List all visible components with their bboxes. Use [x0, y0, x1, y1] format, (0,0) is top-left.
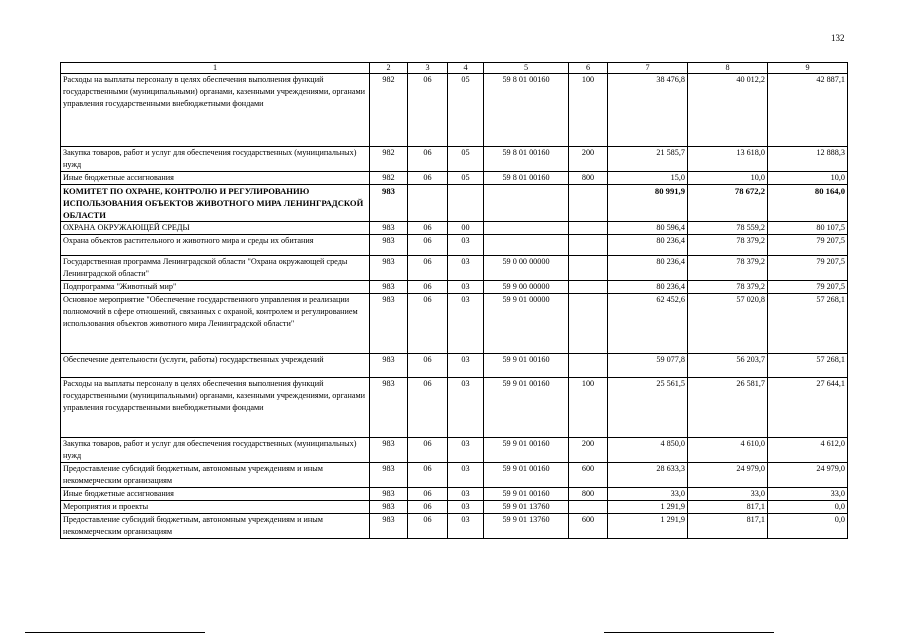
- row-amount-year3: 57 268,1: [768, 354, 848, 378]
- row-admin-code: 983: [370, 438, 408, 463]
- row-amount-year2: 24 979,0: [688, 463, 768, 488]
- row-subsection-code: 03: [448, 256, 484, 281]
- table-row: [61, 281, 848, 294]
- row-amount-year1: 80 236,4: [608, 256, 688, 281]
- column-header: 2: [370, 63, 408, 74]
- row-admin-code: 983: [370, 501, 408, 514]
- row-admin-code: 982: [370, 172, 408, 185]
- row-description: Предоставление субсидий бюджетным, автономным учреждениям и иным некоммерческим организациям: [61, 514, 370, 539]
- row-subsection-code: [448, 185, 484, 222]
- row-amount-year1: 80 991,9: [608, 185, 688, 222]
- row-subsection-code: 03: [448, 235, 484, 256]
- row-expense-type: 100: [569, 74, 608, 147]
- table-row: [61, 222, 848, 235]
- row-description: Закупка товаров, работ и услуг для обеспечения государственных (муниципальных) нужд: [61, 147, 370, 172]
- row-target-article: 59 9 01 00160: [484, 463, 569, 488]
- column-header: 6: [569, 63, 608, 74]
- row-description: Обеспечение деятельности (услуги, работы) государственных учреждений: [61, 354, 370, 378]
- row-section-code: 06: [408, 74, 448, 147]
- row-expense-type: 600: [569, 514, 608, 539]
- row-admin-code: 983: [370, 488, 408, 501]
- row-amount-year2: 817,1: [688, 501, 768, 514]
- row-expense-type: [569, 256, 608, 281]
- table-row: [61, 172, 848, 185]
- row-expense-type: 200: [569, 438, 608, 463]
- row-section-code: 06: [408, 501, 448, 514]
- row-subsection-code: 03: [448, 438, 484, 463]
- row-description: Иные бюджетные ассигнования: [61, 488, 370, 501]
- row-description: Расходы на выплаты персоналу в целях обеспечения выполнения функций государственными (муниципальными) органами, казенными учреждениями, органами управления государственными внебюджетными фондами: [61, 378, 370, 438]
- row-admin-code: 983: [370, 185, 408, 222]
- row-target-article: 59 9 01 13760: [484, 501, 569, 514]
- table-row: [61, 514, 848, 539]
- row-admin-code: 983: [370, 378, 408, 438]
- row-section-code: 06: [408, 514, 448, 539]
- footer-rule-left: [25, 632, 205, 633]
- row-amount-year1: 33,0: [608, 488, 688, 501]
- row-amount-year2: 33,0: [688, 488, 768, 501]
- row-amount-year3: 79 207,5: [768, 256, 848, 281]
- row-amount-year1: 28 633,3: [608, 463, 688, 488]
- row-amount-year1: 1 291,9: [608, 514, 688, 539]
- table-row: [61, 235, 848, 256]
- row-description: Государственная программа Ленинградской области "Охрана окружающей среды Ленинградской области": [61, 256, 370, 281]
- column-header: 7: [608, 63, 688, 74]
- row-description: Охрана объектов растительного и животного мира и среды их обитания: [61, 235, 370, 256]
- row-amount-year3: 79 207,5: [768, 235, 848, 256]
- row-subsection-code: 03: [448, 463, 484, 488]
- row-admin-code: 983: [370, 463, 408, 488]
- row-description: Предоставление субсидий бюджетным, автономным учреждениям и иным некоммерческим организациям: [61, 463, 370, 488]
- row-amount-year2: 13 618,0: [688, 147, 768, 172]
- row-target-article: 59 9 01 13760: [484, 514, 569, 539]
- row-admin-code: 983: [370, 256, 408, 281]
- page-number: 132: [831, 33, 845, 43]
- row-target-article: 59 8 01 00160: [484, 172, 569, 185]
- table-row: [61, 256, 848, 281]
- row-description: Закупка товаров, работ и услуг для обеспечения государственных (муниципальных) нужд: [61, 438, 370, 463]
- row-subsection-code: 05: [448, 74, 484, 147]
- row-amount-year3: 27 644,1: [768, 378, 848, 438]
- row-amount-year1: 38 476,8: [608, 74, 688, 147]
- row-subsection-code: 03: [448, 501, 484, 514]
- row-amount-year2: 78 379,2: [688, 281, 768, 294]
- row-section-code: 06: [408, 172, 448, 185]
- table-row: [61, 438, 848, 463]
- table-row: [61, 74, 848, 147]
- row-amount-year3: 33,0: [768, 488, 848, 501]
- row-admin-code: 982: [370, 74, 408, 147]
- row-expense-type: [569, 501, 608, 514]
- row-amount-year1: 21 585,7: [608, 147, 688, 172]
- row-expense-type: 200: [569, 147, 608, 172]
- row-amount-year2: 78 559,2: [688, 222, 768, 235]
- row-target-article: 59 8 01 00160: [484, 147, 569, 172]
- row-amount-year1: 15,0: [608, 172, 688, 185]
- row-amount-year3: 12 888,3: [768, 147, 848, 172]
- row-admin-code: 983: [370, 235, 408, 256]
- column-header: 8: [688, 63, 768, 74]
- column-header: 9: [768, 63, 848, 74]
- row-amount-year3: 42 887,1: [768, 74, 848, 147]
- row-subsection-code: 03: [448, 294, 484, 354]
- row-target-article: 59 9 01 00160: [484, 488, 569, 501]
- table-row: [61, 488, 848, 501]
- row-admin-code: 983: [370, 294, 408, 354]
- row-expense-type: [569, 281, 608, 294]
- table-row: [61, 294, 848, 354]
- row-subsection-code: 03: [448, 354, 484, 378]
- row-admin-code: 983: [370, 222, 408, 235]
- row-admin-code: 983: [370, 281, 408, 294]
- row-amount-year3: 80 164,0: [768, 185, 848, 222]
- row-target-article: 59 0 00 00000: [484, 256, 569, 281]
- row-subsection-code: 03: [448, 488, 484, 501]
- row-description: ОХРАНА ОКРУЖАЮЩЕЙ СРЕДЫ: [61, 222, 370, 235]
- row-amount-year3: 57 268,1: [768, 294, 848, 354]
- row-section-code: 06: [408, 438, 448, 463]
- row-expense-type: 800: [569, 488, 608, 501]
- row-expense-type: [569, 222, 608, 235]
- row-section-code: 06: [408, 147, 448, 172]
- row-description: Подпрограмма "Животный мир": [61, 281, 370, 294]
- row-amount-year2: 57 020,8: [688, 294, 768, 354]
- row-amount-year1: 1 291,9: [608, 501, 688, 514]
- row-amount-year2: 40 012,2: [688, 74, 768, 147]
- row-amount-year2: 4 610,0: [688, 438, 768, 463]
- table-row: [61, 463, 848, 488]
- row-amount-year1: 80 596,4: [608, 222, 688, 235]
- row-amount-year3: 0,0: [768, 514, 848, 539]
- row-section-code: 06: [408, 488, 448, 501]
- row-amount-year2: 78 379,2: [688, 256, 768, 281]
- row-target-article: [484, 235, 569, 256]
- row-amount-year1: 4 850,0: [608, 438, 688, 463]
- row-section-code: 06: [408, 256, 448, 281]
- row-description: Основное мероприятие "Обеспечение государственного управления и реализации полномочий в сфере отношений, связанных с охраной, контролем и регулированием использования объектов животного мира Ленинградской области": [61, 294, 370, 354]
- row-target-article: 59 9 01 00160: [484, 378, 569, 438]
- row-expense-type: 100: [569, 378, 608, 438]
- row-description: Расходы на выплаты персоналу в целях обеспечения выполнения функций государственными (муниципальными) органами, казенными учреждениями, органами управления государственными внебюджетными фондами: [61, 74, 370, 147]
- footer-rule-right: [604, 632, 774, 633]
- row-section-code: 06: [408, 294, 448, 354]
- column-header: 4: [448, 63, 484, 74]
- row-amount-year3: 79 207,5: [768, 281, 848, 294]
- row-section-code: 06: [408, 281, 448, 294]
- row-amount-year3: 0,0: [768, 501, 848, 514]
- row-admin-code: 983: [370, 514, 408, 539]
- row-amount-year2: 26 581,7: [688, 378, 768, 438]
- row-section-code: 06: [408, 354, 448, 378]
- row-target-article: [484, 185, 569, 222]
- column-number-row: [61, 63, 848, 74]
- row-expense-type: [569, 235, 608, 256]
- row-target-article: 59 9 01 00000: [484, 294, 569, 354]
- row-expense-type: 800: [569, 172, 608, 185]
- row-target-article: 59 8 01 00160: [484, 74, 569, 147]
- table-row: [61, 501, 848, 514]
- column-header: 5: [484, 63, 569, 74]
- table-row: [61, 147, 848, 172]
- row-subsection-code: 05: [448, 172, 484, 185]
- table-row: [61, 378, 848, 438]
- row-target-article: 59 9 01 00160: [484, 438, 569, 463]
- row-expense-type: [569, 185, 608, 222]
- column-header: 1: [61, 63, 370, 74]
- row-amount-year2: 78 379,2: [688, 235, 768, 256]
- row-description: КОМИТЕТ ПО ОХРАНЕ, КОНТРОЛЮ И РЕГУЛИРОВАНИЮ ИСПОЛЬЗОВАНИЯ ОБЪЕКТОВ ЖИВОТНОГО МИРА ЛЕНИНГРАДСКОЙ ОБЛАСТИ: [61, 185, 370, 222]
- row-amount-year3: 24 979,0: [768, 463, 848, 488]
- row-subsection-code: 05: [448, 147, 484, 172]
- row-amount-year1: 62 452,6: [608, 294, 688, 354]
- row-section-code: 06: [408, 235, 448, 256]
- table-row: [61, 354, 848, 378]
- row-amount-year2: 78 672,2: [688, 185, 768, 222]
- row-target-article: 59 9 01 00160: [484, 354, 569, 378]
- row-admin-code: 983: [370, 354, 408, 378]
- row-amount-year2: 817,1: [688, 514, 768, 539]
- row-amount-year3: 4 612,0: [768, 438, 848, 463]
- row-subsection-code: 03: [448, 281, 484, 294]
- row-expense-type: [569, 354, 608, 378]
- row-amount-year3: 10,0: [768, 172, 848, 185]
- row-subsection-code: 00: [448, 222, 484, 235]
- column-header: 3: [408, 63, 448, 74]
- table-row: [61, 185, 848, 222]
- budget-table: [60, 62, 848, 539]
- row-description: Мероприятия и проекты: [61, 501, 370, 514]
- row-expense-type: 600: [569, 463, 608, 488]
- row-amount-year1: 80 236,4: [608, 281, 688, 294]
- row-target-article: 59 9 00 00000: [484, 281, 569, 294]
- row-expense-type: [569, 294, 608, 354]
- row-subsection-code: 03: [448, 514, 484, 539]
- row-section-code: 06: [408, 378, 448, 438]
- row-description: Иные бюджетные ассигнования: [61, 172, 370, 185]
- row-section-code: 06: [408, 222, 448, 235]
- row-subsection-code: 03: [448, 378, 484, 438]
- row-amount-year2: 56 203,7: [688, 354, 768, 378]
- row-section-code: [408, 185, 448, 222]
- row-amount-year1: 59 077,8: [608, 354, 688, 378]
- row-amount-year3: 80 107,5: [768, 222, 848, 235]
- row-target-article: [484, 222, 569, 235]
- row-amount-year2: 10,0: [688, 172, 768, 185]
- row-amount-year1: 25 561,5: [608, 378, 688, 438]
- row-amount-year1: 80 236,4: [608, 235, 688, 256]
- row-section-code: 06: [408, 463, 448, 488]
- row-admin-code: 982: [370, 147, 408, 172]
